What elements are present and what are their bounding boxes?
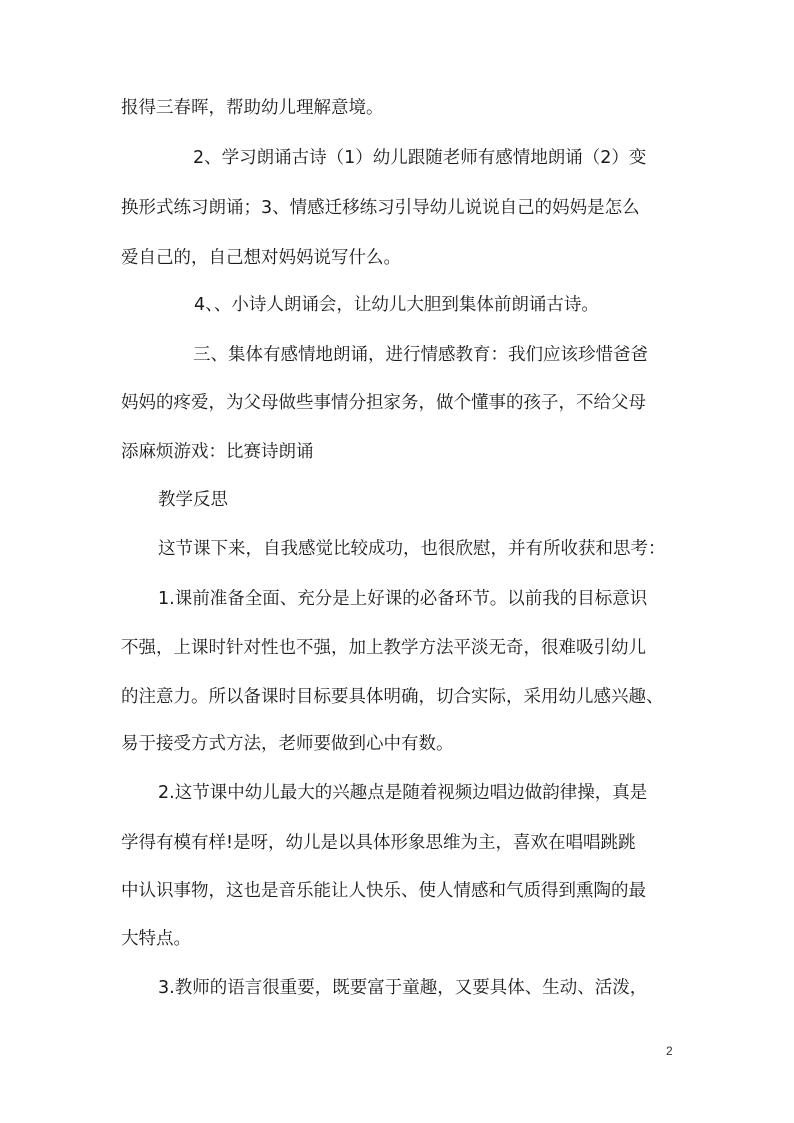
text-line: 妈妈的疼爱，为父母做些事情分担家务，做个懂事的孩子，不给父母 <box>121 393 646 413</box>
text-line: 1.课前准备全面、充分是上好课的必备环节。以前我的目标意识 <box>158 589 648 609</box>
text-line: 换形式练习朗诵；3、情感迁移练习引导幼儿说说自己的妈妈是怎么 <box>121 198 640 218</box>
text-line: 这节课下来，自我感觉比较成功，也很欣慰，并有所收获和思考： <box>158 539 666 559</box>
text-line: 易于接受方式方法，老师要做到心中有数。 <box>121 734 454 754</box>
text-line: 报得三春晖，帮助幼儿理解意境。 <box>121 98 384 118</box>
text-line: 大特点。 <box>121 929 191 949</box>
text-line: 学得有模有样!是呀，幼儿是以具体形象思维为主，喜欢在唱唱跳跳 <box>121 833 636 853</box>
text-line: 添麻烦游戏：比赛诗朗诵 <box>121 442 314 462</box>
text-line: 2、学习朗诵古诗（1）幼儿跟随老师有感情地朗诵（2）变 <box>193 148 647 168</box>
text-line: 3.教师的语言很重要，既要富于童趣，又要具体、生动、活泼， <box>158 978 648 998</box>
text-line: 4、、小诗人朗诵会，让幼儿大胆到集体前朗诵古诗。 <box>194 295 599 315</box>
text-line: 爱自己的，自己想对妈妈说写什么。 <box>121 248 401 268</box>
text-line: 不强，上课时针对性也不强，加上教学方法平淡无奇，很难吸引幼儿 <box>121 638 646 658</box>
text-line: 2.这节课中幼儿最大的兴趣点是随着视频边唱边做韵律操，真是 <box>158 783 648 803</box>
text-line: 的注意力。所以备课时目标要具体明确，切合实际，采用幼儿感兴趣、 <box>121 687 664 707</box>
text-line: 中认识事物，这也是音乐能让人快乐、使人情感和气质得到熏陶的最 <box>121 881 646 901</box>
text-line: 三、集体有感情地朗诵，进行情感教育：我们应该珍惜爸爸 <box>193 345 648 365</box>
section-heading: 教学反思 <box>158 490 228 510</box>
page-number: 2 <box>666 1044 673 1058</box>
